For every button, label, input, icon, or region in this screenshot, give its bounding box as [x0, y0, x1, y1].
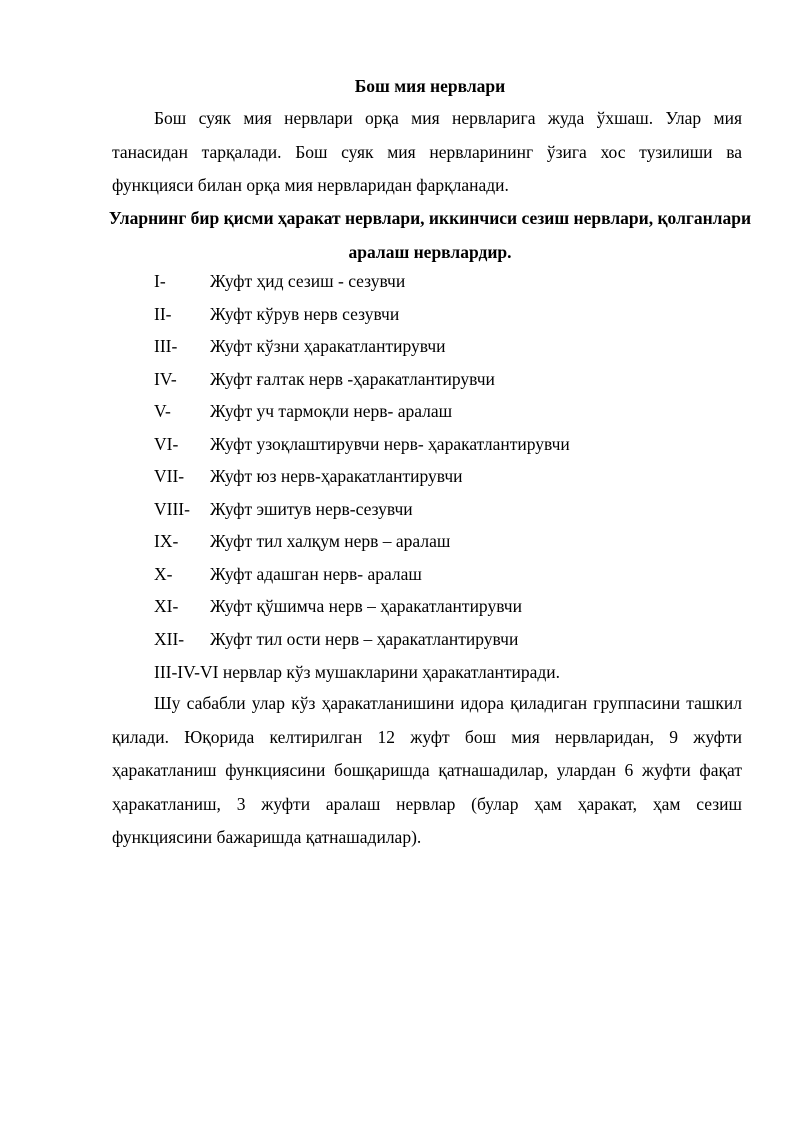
- list-item-text: Жуфт уч тармоқли нерв- аралаш: [210, 401, 453, 421]
- list-item-number: XII-: [154, 628, 185, 649]
- list-item-text: Жуфт кўзни ҳаракатлантирувчи: [210, 336, 446, 356]
- list-item-text: Жуфт эшитув нерв-сезувчи: [210, 498, 413, 519]
- list-item-number: III-: [154, 336, 178, 356]
- list-item-number: II-: [154, 303, 172, 324]
- list-item-number: VIII-: [154, 498, 190, 519]
- list-item-number: VI-: [154, 433, 179, 454]
- list-item-text: Жуфт ҳид сезиш - сезувчи: [210, 271, 406, 291]
- page-title: Бош мия нервлари: [354, 76, 506, 96]
- list-item: [154, 525, 754, 558]
- list-item: [154, 363, 754, 396]
- list-item: [154, 395, 754, 428]
- list-item-number: IX-: [154, 531, 179, 551]
- list-item-text: Жуфт тил ости нерв – ҳаракатлантирувчи: [210, 628, 519, 649]
- list-item: [154, 298, 754, 331]
- list-item: [154, 460, 754, 493]
- list-item: [154, 428, 754, 461]
- list-item-text: Жуфт узоқлаштирувчи нерв- ҳаракатлантирувчи: [210, 433, 570, 454]
- list-item-text: Жуфт тил халқум нерв – аралаш: [210, 531, 451, 551]
- list-item: [154, 493, 754, 526]
- intro-paragraph: Бош суяк мия нервлари орқа мия нервларига жуда ўхшаш. Улар мия танасидан тарқалади. Бош суяк мия нервларининг ўзига хос тузилиши ва функцияси билан орқа мия нервларидан фарқланади.: [112, 108, 742, 196]
- list-item: [154, 330, 754, 363]
- conclusion-paragraph: Шу сабабли улар кўз ҳаракатланишини идора қиладиган группасини ташкил қилади. Юқорида келтирилган 12 жуфт бош мия нервларидан, 9 жуфти ҳаракатланиш функциясини бошқаришда қатнашадилар, улардан 6 жуфти фақат ҳаракатланиш, 3 жуфти аралаш нервлар (булар ҳам ҳаракат, ҳам сезиш функциясини бажаришда қатнашадилар).: [112, 693, 742, 848]
- list-item-number: V-: [154, 401, 171, 421]
- list-item-number: I-: [154, 271, 166, 291]
- list-item-number: XI-: [154, 596, 179, 616]
- list-item-text: Жуфт ғалтак нерв -ҳаракатлантирувчи: [210, 368, 495, 389]
- eye-muscle-note: III-IV-VI нервлар кўз мушакларини ҳаракатлантиради.: [154, 662, 561, 682]
- list-item-number: IV-: [154, 368, 177, 389]
- list-item-number: VII-: [154, 466, 185, 486]
- list-item-number: X-: [154, 563, 173, 584]
- list-item-text: Жуфт кўрув нерв сезувчи: [210, 303, 400, 324]
- list-item: [154, 558, 754, 591]
- list-item-text: Жуфт адашган нерв- аралаш: [210, 563, 422, 584]
- list-item: [154, 590, 754, 623]
- list-item-text: Жуфт юз нерв-ҳаракатлантирувчи: [210, 466, 463, 486]
- list-item-text: Жуфт қўшимча нерв – ҳаракатлантирувчи: [210, 596, 522, 616]
- list-item: [154, 265, 754, 298]
- classification-heading: Уларнинг бир қисми ҳаракат нервлари, иккинчиси сезиш нервлари, қолганлари аралаш нервлардир.: [108, 208, 752, 262]
- list-item: [154, 623, 754, 656]
- nerve-list: [154, 265, 754, 655]
